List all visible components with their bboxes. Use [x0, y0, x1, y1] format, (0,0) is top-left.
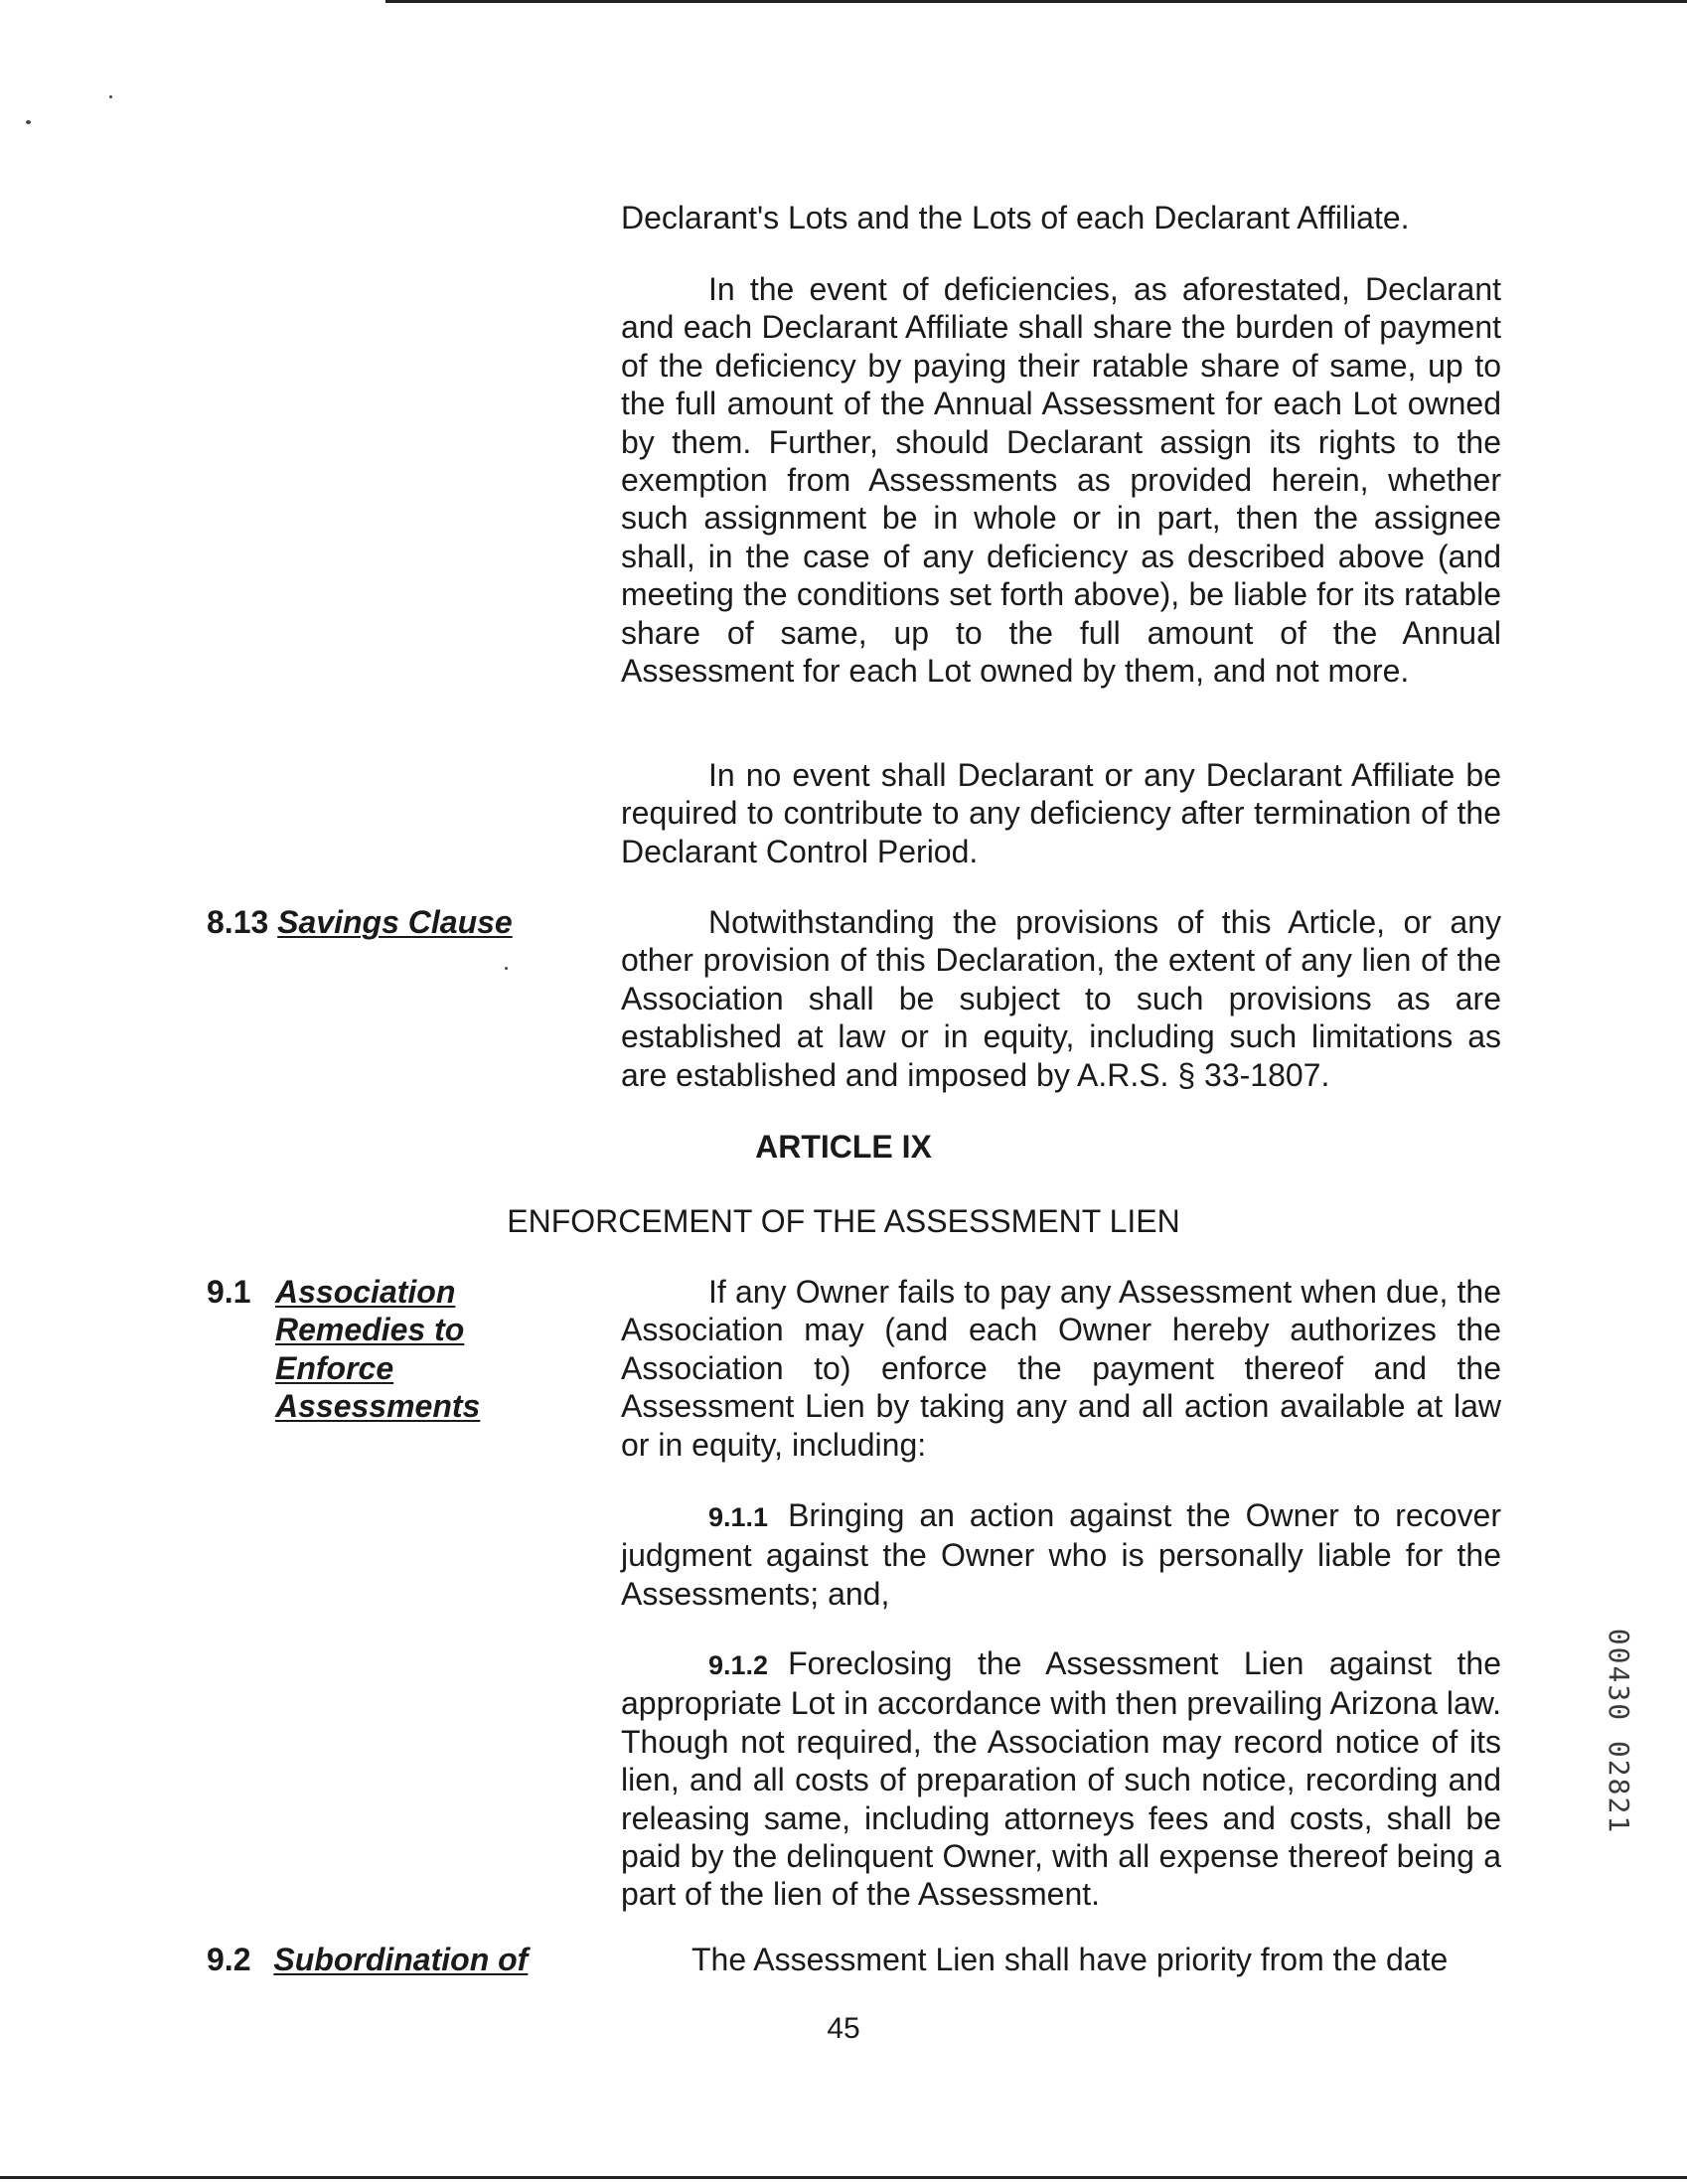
subsection-text: Bringing an action against the Owner to recover judgment against the Owner who is personally liable for the Assessments; and,: [621, 1497, 1501, 1612]
subsection-9-1-1: [621, 1496, 1501, 1613]
top-edge-rule: [385, 0, 1687, 3]
section-title: Savings Clause: [277, 904, 513, 940]
subsection-text: Foreclosing the Assessment Lien against the appropriate Lot in accordance with then prevailing Arizona law. Though not required, the Association may record notice of its lien, and all costs of preparation of such notice, recording and releasing same, including attorneys fees and costs, shall be paid by the delinquent Owner, with all expense thereof being a part of the lien of the Assessment.: [621, 1645, 1501, 1913]
continuation-text: Declarant's Lots and the Lots of each Declarant Affiliate.: [621, 200, 1410, 235]
subsection-number: 9.1.2: [708, 1650, 769, 1680]
section-number: 9.2: [207, 1942, 251, 1977]
deficiencies-paragraph: In the event of deficiencies, as aforestated, Declarant and each Declarant Affiliate shall share the burden of payment of the deficiency by paying their ratable share of same, up to the full amount of the Annual Assessment for each Lot owned by them. Further, should Declarant assign its rights to the exemption from Assessments as provided herein, whether such assignment be in whole or in part, then the assignee shall, in the case of any deficiency as described above (and meeting the conditions set forth above), be liable for its ratable share of same, up to the full amount of the Annual Assessment for each Lot owned by them, and not more.: [621, 271, 1501, 690]
article-subtitle: ENFORCEMENT OF THE ASSESSMENT LIEN: [507, 1203, 1180, 1239]
scan-speck: [26, 120, 31, 124]
section-9-1-title: [275, 1273, 480, 1426]
bottom-edge-rule: [0, 2176, 1687, 2179]
article-title: ARTICLE IX: [755, 1129, 932, 1165]
section-number: 8.13: [207, 904, 269, 940]
section-title: Subordination of: [273, 1942, 529, 1977]
recording-stamp-text: 00430 02821: [1603, 1628, 1636, 1834]
section-9-2-heading: [207, 1941, 528, 1978]
section-8-13-heading: [207, 903, 513, 941]
section-8-13-text: Notwithstanding the provisions of this Article, or any other provision of this Declaration, the extent of any lien of the Association shall be subject to such provisions as are established at law or in equity, including such limitations as are established and imposed by A.R.S. § 33-1807.: [621, 904, 1501, 1093]
section-9-1-text: If any Owner fails to pay any Assessment when due, the Association may (and each Owner hereby authorizes the Association to) enforce the payment thereof and the Assessment Lien by taking any and all action available at law or in equity, including:: [621, 1274, 1501, 1463]
page-number: 45: [827, 2012, 860, 2045]
recording-stamp: [1600, 1602, 1639, 1860]
section-title-line: Remedies to: [275, 1312, 465, 1348]
section-title-line: Enforce: [275, 1349, 394, 1386]
section-title-line: Assessments: [275, 1388, 481, 1425]
section-9-1-number: 9.1: [207, 1274, 251, 1310]
subsection-9-1-2: [621, 1644, 1501, 1914]
scan-speck: [109, 95, 112, 98]
no-event-paragraph: In no event shall Declarant or any Declarant Affiliate be required to contribute to any deficiency after termination of the Declarant Control Period.: [621, 757, 1501, 869]
section-title-line: Association: [275, 1274, 456, 1310]
section-9-2-text: The Assessment Lien shall have priority from the date: [691, 1942, 1449, 1977]
scan-speck: [505, 967, 508, 970]
subsection-number: 9.1.1: [708, 1502, 769, 1532]
